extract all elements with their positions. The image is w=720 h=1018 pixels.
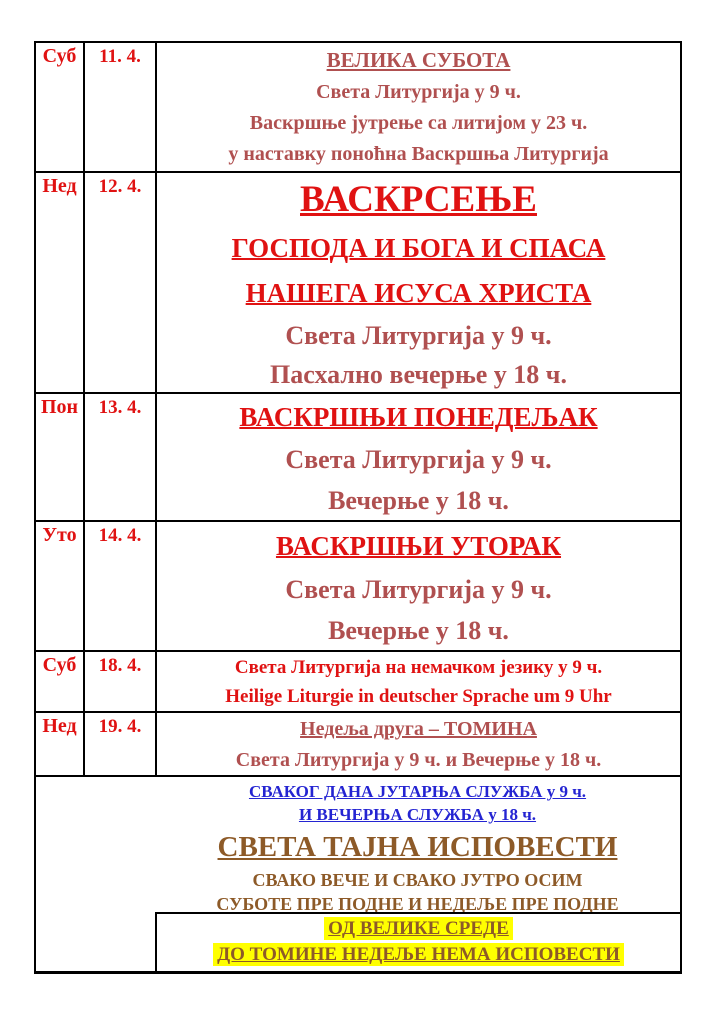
service-line: Heilige Liturgie in deutscher Sprache um 9 Uhr	[225, 686, 612, 707]
date-cell: 19. 4.	[85, 713, 157, 775]
confession-notice-box	[155, 912, 680, 971]
date-cell: 11. 4.	[85, 43, 157, 171]
feast-title: ВАСКРШЊИ УТОРАК	[275, 531, 562, 561]
day-cell: Суб	[36, 652, 85, 711]
table-row	[36, 43, 680, 173]
service-line: Света Литургија у 9 ч.	[285, 445, 552, 474]
service-line: Света Литургија у 9 ч.	[316, 81, 521, 103]
table-row	[36, 652, 680, 713]
table-row	[36, 522, 680, 652]
feast-subtitle: ГОСПОДА И БОГА И СПАСА	[231, 233, 606, 263]
footer-section	[36, 777, 680, 974]
service-line: Света Литургија на немачком језику у 9 ч.	[234, 657, 603, 678]
feast-title: Недеља друга – ТОМИНА	[300, 718, 537, 740]
table-row	[36, 173, 680, 394]
services-cell	[157, 394, 680, 520]
service-line: Пасхално вечерње у 18 ч.	[270, 360, 567, 389]
service-line: у наставку поноћна Васкршња Литургија	[228, 143, 609, 165]
feast-title: ВАСКРСЕЊЕ	[300, 179, 537, 220]
service-line: Вечерње у 18 ч.	[328, 486, 509, 515]
notice-line	[157, 942, 680, 968]
confession-title: СВЕТА ТАЈНА ИСПОВЕСТИ	[217, 831, 618, 863]
highlighted-text: ОД ВЕЛИКЕ СРЕДЕ	[324, 917, 513, 940]
confession-line: СВАКО ВЕЧЕ И СВАКО ЈУТРО ОСИМ	[252, 870, 583, 890]
date-cell: 12. 4.	[85, 173, 157, 392]
table-row	[36, 394, 680, 522]
date-cell: 13. 4.	[85, 394, 157, 520]
services-cell	[157, 652, 680, 711]
daily-service-line: И ВЕЧЕРЊА СЛУЖБА у 18 ч.	[298, 805, 537, 824]
services-cell	[157, 43, 680, 171]
feast-title: ВЕЛИКА СУБОТА	[326, 48, 511, 72]
notice-line	[157, 916, 680, 942]
services-cell	[157, 522, 680, 650]
day-cell: Нед	[36, 173, 85, 392]
date-cell: 14. 4.	[85, 522, 157, 650]
daily-service-line: СВАКОГ ДАНА ЈУТАРЊА СЛУЖБА у 9 ч.	[248, 782, 587, 801]
service-line: Света Литургија у 9 ч.	[285, 575, 552, 604]
date-cell: 18. 4.	[85, 652, 157, 711]
services-cell	[157, 173, 680, 392]
liturgy-schedule-table	[34, 41, 682, 974]
feast-title: ВАСКРШЊИ ПОНЕДЕЉАК	[239, 402, 598, 432]
service-line: Вечерње у 18 ч.	[328, 616, 509, 645]
service-line: Васкршње јутрење са литијом у 23 ч.	[249, 112, 588, 134]
service-line: Света Литургија у 9 ч. и Вечерње у 18 ч.	[235, 749, 602, 771]
day-cell: Пон	[36, 394, 85, 520]
highlighted-text: ДО ТОМИНЕ НЕДЕЉЕ НЕМА ИСПОВЕСТИ	[213, 943, 624, 966]
day-cell: Уто	[36, 522, 85, 650]
feast-subtitle: НАШЕГА ИСУСА ХРИСТА	[245, 278, 592, 308]
service-line: Света Литургија у 9 ч.	[285, 321, 552, 350]
services-cell	[157, 713, 680, 775]
confession-line: СУБОТЕ ПРЕ ПОДНЕ И НЕДЕЉЕ ПРЕ ПОДНЕ	[216, 894, 619, 914]
table-row	[36, 713, 680, 777]
day-cell: Нед	[36, 713, 85, 775]
day-cell: Суб	[36, 43, 85, 171]
